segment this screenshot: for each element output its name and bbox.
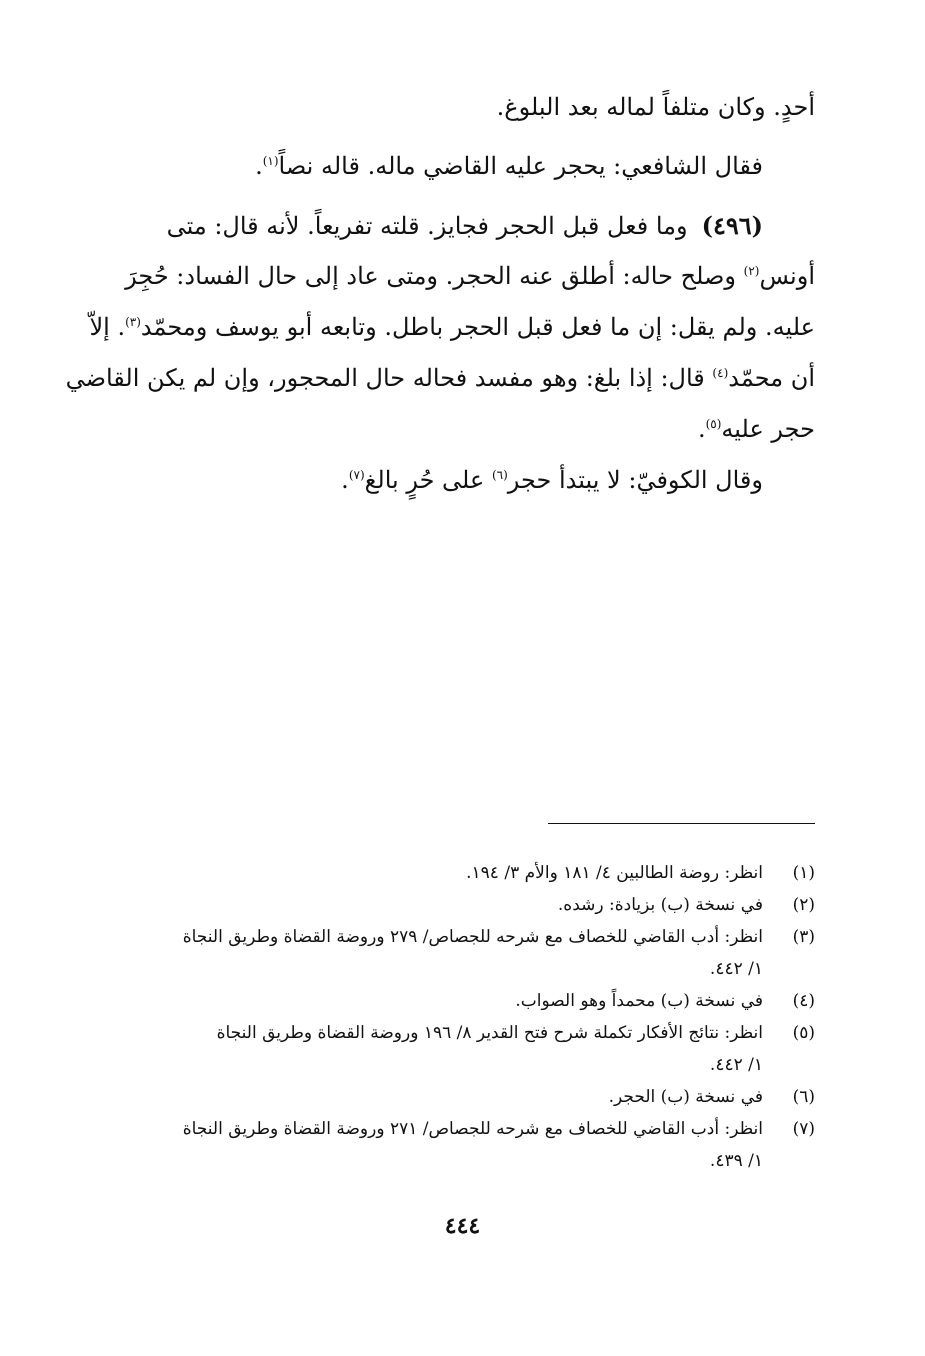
footnote-text: في نسخة (ب) بزيادة: رشده. [557,895,763,915]
footnote-text: انظر: أدب القاضي للخصاف مع شرحه للجصاص/ ٢٧١ وروضة القضاة وطريق النجاة [182,1119,763,1139]
footnote-body [115,921,763,985]
text-run: على حُرٍ بالغ [364,466,492,494]
footnote-ref: (٦) [491,468,508,482]
footnote [115,1017,815,1081]
page-number: ٤٤٤ [444,1213,481,1239]
footnote-body [115,1017,763,1081]
footnote-number: (١) [792,863,815,883]
text-run: أحدٍ. وكان متلفاً لماله بعد البلوغ. [496,93,815,121]
text-line [113,200,815,251]
footnote-body [115,1113,763,1177]
footnote-text: في نسخة (ب) محمداً وهو الصواب. [515,991,763,1011]
footnote-body [115,1081,763,1113]
footnote-number: (٥) [792,1023,815,1043]
paragraph-number: (٤٩٦) [701,211,763,240]
footnote-text: انظر: أدب القاضي للخصاف مع شرحه للجصاص/ ٢٧٩ وروضة القضاة وطريق النجاة [182,927,763,947]
text-line [113,251,815,302]
text-line [65,353,815,404]
footnote-separator [548,823,815,824]
text-run: وقال الكوفيّ: لا يبتدأ حجر [507,466,763,494]
footnote-text: انظر: نتائج الأفكار تكملة شرح فتح القدير ٨/ ١٩٦ وروضة القضاة وطريق النجاة [216,1023,763,1043]
footnote-body [115,857,763,889]
footnote-continuation: ١/ ٤٤٢. [709,959,763,979]
footnote [115,857,815,889]
footnote-ref: (١) [262,154,279,168]
text-run: . إلاّ [89,313,126,341]
footnote [115,1081,815,1113]
main-text [65,82,815,506]
footnote-body [115,889,763,921]
text-run: . [255,152,263,180]
text-run: وما فعل قبل الحجر فجايز. قلته تفريعاً. لأنه قال: متى [166,212,688,240]
footnote-text: في نسخة (ب) الحجر. [608,1087,763,1107]
text-line [113,82,815,133]
text-line [113,141,815,192]
footnote-number: (٢) [792,895,815,915]
footnote [115,1113,815,1177]
footnote-number: (٦) [792,1087,815,1107]
footnote-ref: (٣) [125,315,141,329]
text-run: . [697,415,706,443]
text-run: أونس [759,262,815,290]
footnote [115,889,815,921]
footnote-text: انظر: روضة الطالبين ٤/ ١٨١ والأم ٣/ ١٩٤. [466,863,763,883]
footnote-number: (٣) [792,927,815,947]
footnote-number: (٧) [792,1119,815,1139]
footnote-ref: (٥) [705,417,722,431]
text-run: عليه. ولم يقل: إن ما فعل قبل الحجر باطل. وتابعه أبو يوسف ومحمّد [140,313,815,341]
footnote-continuation: ١/ ٤٣٩. [709,1151,763,1171]
footnote-ref: (٤) [712,366,729,380]
text-line [113,404,815,455]
text-line [89,302,815,353]
footnote-body [115,985,763,1017]
text-run: وصلح حاله: أطلق عنه الحجر. ومتى عاد إلى حال الفساد: حُجِرَ [125,262,744,290]
text-run: حجر عليه [721,415,815,443]
footnote [115,921,815,985]
text-run: قال: إذا بلغ: وهو مفسد فحاله حال المحجور، وإن لم يكن القاضي [65,364,713,392]
text-run: . [341,466,349,494]
footnote-ref: (٧) [348,468,365,482]
footnote [115,985,815,1017]
footnotes [115,857,815,1177]
text-run: فقال الشافعي: يحجر عليه القاضي ماله. قاله نصاً [278,152,763,180]
text-run: أن محمّد [728,364,815,392]
footnote-continuation: ١/ ٤٤٢. [709,1055,763,1075]
footnote-number: (٤) [792,991,815,1011]
footnote-ref: (٢) [743,264,760,278]
text-line [113,455,815,506]
